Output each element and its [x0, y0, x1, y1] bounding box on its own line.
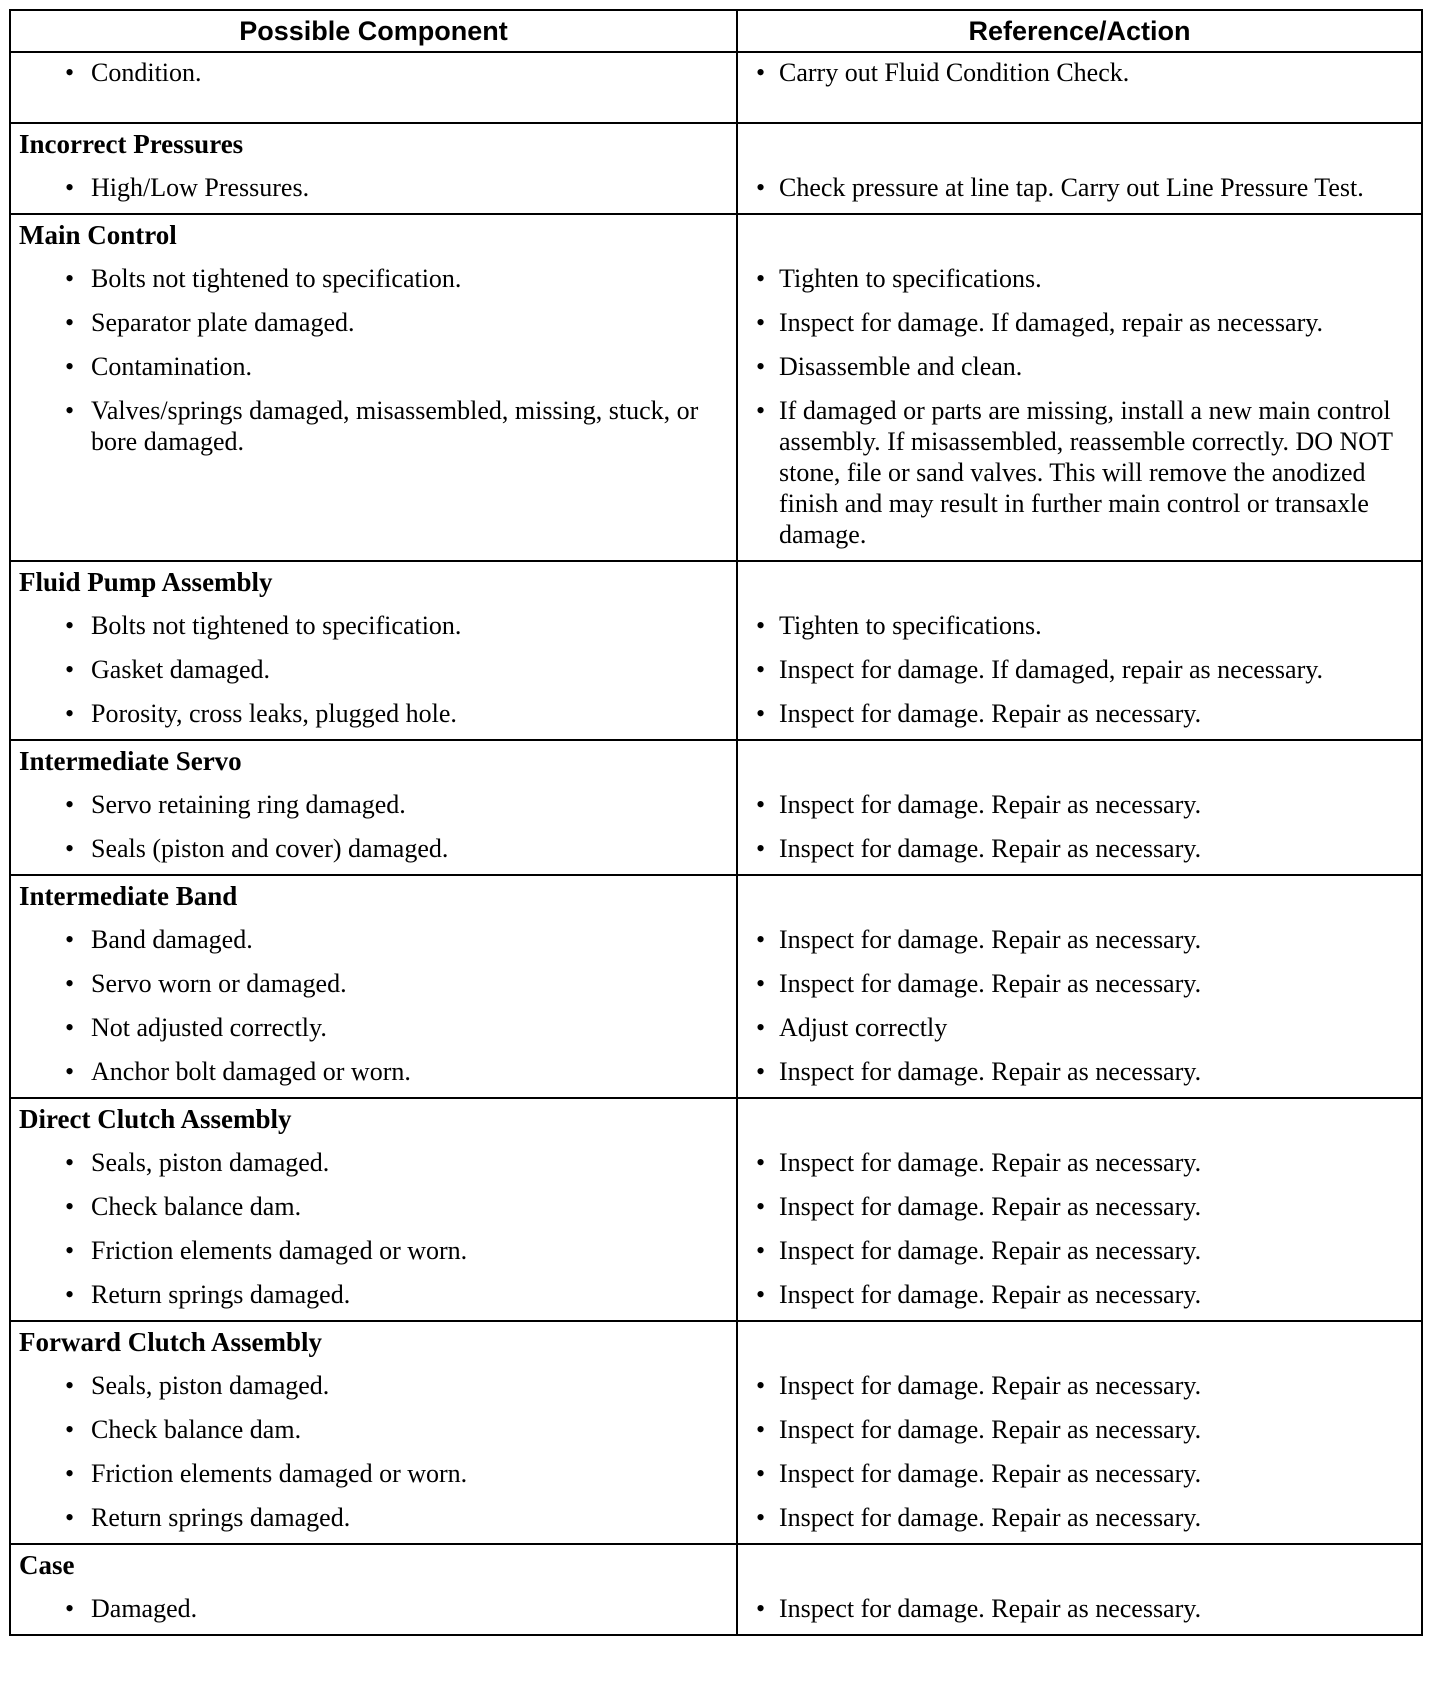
bullet-icon: •: [756, 834, 766, 863]
bullet-icon: •: [756, 1013, 766, 1042]
action-list-item: [746, 924, 1413, 955]
action-cell-content: [738, 562, 1421, 739]
component-text: Porosity, cross leaks, plugged hole.: [91, 699, 457, 728]
action-text: Inspect for damage. Repair as necessary.: [779, 969, 1202, 998]
bullet-icon: •: [65, 1057, 75, 1086]
action-text: Inspect for damage. Repair as necessary.: [779, 925, 1202, 954]
component-cell: [10, 1098, 737, 1321]
component-list-item: [19, 968, 728, 999]
action-cell-content: [738, 876, 1421, 1097]
bullet-icon: •: [65, 1236, 75, 1265]
component-list-item: [19, 1593, 728, 1624]
action-text: Inspect for damage. Repair as necessary.: [779, 699, 1202, 728]
component-cell: [10, 52, 737, 123]
bullet-icon: •: [756, 1057, 766, 1086]
action-text: Inspect for damage. If damaged, repair as necessary.: [779, 308, 1324, 337]
action-list-item: [746, 351, 1413, 382]
action-cell: [737, 561, 1422, 740]
column-header-reference-action: Reference/Action: [737, 10, 1422, 52]
action-list-item: [746, 172, 1413, 203]
action-text: If damaged or parts are missing, install a new main control assembly. If misassembled, reassemble correctly. DO NOT stone, file or sand valves. This will remove the anodized finish and may result in further main control or transaxle damage.: [779, 396, 1393, 549]
bullet-icon: •: [65, 1459, 75, 1488]
action-cell: [737, 123, 1422, 214]
bullet-icon: •: [756, 611, 766, 640]
action-cell: [737, 1321, 1422, 1544]
component-list-item: [19, 1056, 728, 1087]
component-list-item: [19, 1235, 728, 1266]
action-list-item: [746, 833, 1413, 864]
bullet-icon: •: [65, 1192, 75, 1221]
bullet-icon: •: [65, 173, 75, 202]
action-text: Inspect for damage. Repair as necessary.: [779, 1280, 1202, 1309]
action-cell-content: [738, 124, 1421, 213]
component-group-heading: Intermediate Servo: [19, 746, 242, 776]
action-list-item: [746, 1593, 1413, 1624]
bullet-icon: •: [65, 1148, 75, 1177]
action-text: Inspect for damage. Repair as necessary.: [779, 1503, 1202, 1532]
action-text: Tighten to specifications.: [779, 611, 1042, 640]
column-header-possible-component: Possible Component: [10, 10, 737, 52]
table-row: [10, 123, 1422, 214]
bullet-icon: •: [756, 925, 766, 954]
action-cell: [737, 740, 1422, 875]
component-cell-content: [11, 1099, 736, 1320]
action-heading-spacer: [746, 880, 1413, 912]
component-cell-content: [11, 876, 736, 1097]
action-text: Inspect for damage. Repair as necessary.: [779, 1459, 1202, 1488]
action-cell-content: [738, 215, 1421, 560]
component-cell-content: [11, 215, 736, 467]
bullet-icon: •: [65, 699, 75, 728]
bullet-icon: •: [756, 264, 766, 293]
action-text: Inspect for damage. Repair as necessary.: [779, 790, 1202, 819]
component-text: Gasket damaged.: [91, 655, 271, 684]
action-list-item: [746, 395, 1413, 550]
action-cell-content: [738, 741, 1421, 874]
component-cell-content: [11, 1322, 736, 1543]
component-group-heading: Incorrect Pressures: [19, 129, 244, 159]
bullet-icon: •: [756, 308, 766, 337]
component-list-item: [19, 610, 728, 641]
component-text: Seals (piston and cover) damaged.: [91, 834, 449, 863]
action-cell-content: [738, 53, 1421, 122]
component-text: Bolts not tightened to specification.: [91, 264, 462, 293]
action-list-item: [746, 1191, 1413, 1222]
table-row: [10, 52, 1422, 123]
bullet-icon: •: [65, 1280, 75, 1309]
bullet-icon: •: [65, 1415, 75, 1444]
action-text: Inspect for damage. Repair as necessary.: [779, 834, 1202, 863]
action-text: Adjust correctly: [779, 1013, 948, 1042]
action-cell: [737, 214, 1422, 561]
bullet-icon: •: [756, 1415, 766, 1444]
bullet-icon: •: [756, 655, 766, 684]
action-list-item: [746, 789, 1413, 820]
action-cell: [737, 875, 1422, 1098]
bullet-icon: •: [756, 1459, 766, 1488]
bullet-icon: •: [756, 396, 766, 425]
component-list-item: [19, 1012, 728, 1043]
bullet-icon: •: [65, 1503, 75, 1532]
action-list-item: [746, 307, 1413, 338]
component-cell-content: [11, 124, 736, 213]
component-text: Seals, piston damaged.: [91, 1148, 330, 1177]
action-text: Inspect for damage. Repair as necessary.: [779, 1371, 1202, 1400]
component-text: Valves/springs damaged, misassembled, missing, stuck, or bore damaged.: [91, 396, 699, 456]
component-cell: [10, 214, 737, 561]
component-list-item: [19, 1147, 728, 1178]
bullet-icon: •: [65, 655, 75, 684]
table-body: [10, 52, 1422, 1635]
table-row: [10, 1321, 1422, 1544]
component-group-heading: Main Control: [19, 220, 177, 250]
action-heading-spacer: [746, 219, 1413, 251]
component-list-item: [19, 263, 728, 294]
component-group-heading: Direct Clutch Assembly: [19, 1104, 292, 1134]
action-text: Inspect for damage. Repair as necessary.: [779, 1236, 1202, 1265]
component-group-heading: Forward Clutch Assembly: [19, 1327, 322, 1357]
bullet-icon: •: [756, 173, 766, 202]
action-heading-spacer: [746, 128, 1413, 160]
table-header: [10, 10, 1422, 52]
action-list-item: [746, 1279, 1413, 1310]
component-text: High/Low Pressures.: [91, 173, 310, 202]
action-cell: [737, 1098, 1422, 1321]
bullet-icon: •: [756, 790, 766, 819]
bullet-icon: •: [756, 699, 766, 728]
action-text: Inspect for damage. Repair as necessary.: [779, 1594, 1202, 1623]
bullet-icon: •: [756, 1192, 766, 1221]
action-list-item: [746, 1458, 1413, 1489]
component-list-item: [19, 1502, 728, 1533]
component-list-item: [19, 1458, 728, 1489]
component-text: Return springs damaged.: [91, 1280, 351, 1309]
component-list-item: [19, 789, 728, 820]
component-text: Anchor bolt damaged or worn.: [91, 1057, 411, 1086]
component-cell-content: [11, 53, 736, 122]
bullet-icon: •: [756, 58, 766, 87]
component-cell-content: [11, 562, 736, 739]
action-text: Check pressure at line tap. Carry out Line Pressure Test.: [779, 173, 1364, 202]
component-list-item: [19, 654, 728, 685]
table-row: [10, 1544, 1422, 1635]
component-text: Damaged.: [91, 1594, 198, 1623]
component-cell-content: [11, 1545, 736, 1634]
bullet-icon: •: [756, 1594, 766, 1623]
action-cell: [737, 1544, 1422, 1635]
bullet-icon: •: [65, 308, 75, 337]
component-cell: [10, 1544, 737, 1635]
component-list-item: [19, 1279, 728, 1310]
component-text: Servo worn or damaged.: [91, 969, 347, 998]
bullet-icon: •: [65, 834, 75, 863]
action-list-item: [746, 968, 1413, 999]
component-text: Contamination.: [91, 352, 253, 381]
component-text: Bolts not tightened to specification.: [91, 611, 462, 640]
action-list-item: [746, 57, 1413, 88]
component-list-item: [19, 307, 728, 338]
bullet-icon: •: [65, 352, 75, 381]
table-row: [10, 1098, 1422, 1321]
component-list-item: [19, 1370, 728, 1401]
action-cell-content: [738, 1545, 1421, 1634]
component-cell: [10, 123, 737, 214]
bullet-icon: •: [65, 264, 75, 293]
action-heading-spacer: [746, 1326, 1413, 1358]
component-list-item: [19, 924, 728, 955]
component-cell: [10, 740, 737, 875]
component-text: Separator plate damaged.: [91, 308, 355, 337]
component-cell-content: [11, 741, 736, 874]
component-list-item: [19, 172, 728, 203]
component-list-item: [19, 395, 728, 457]
action-cell-content: [738, 1099, 1421, 1320]
bullet-icon: •: [65, 58, 75, 87]
component-cell: [10, 1321, 737, 1544]
component-text: Check balance dam.: [91, 1415, 302, 1444]
action-heading-spacer: [746, 1549, 1413, 1581]
table-row: [10, 214, 1422, 561]
action-heading-spacer: [746, 566, 1413, 598]
action-cell: [737, 52, 1422, 123]
action-list-item: [746, 610, 1413, 641]
bullet-icon: •: [756, 352, 766, 381]
component-group-heading: Fluid Pump Assembly: [19, 567, 273, 597]
bullet-icon: •: [756, 1371, 766, 1400]
action-list-item: [746, 263, 1413, 294]
action-text: Tighten to specifications.: [779, 264, 1042, 293]
action-text: Inspect for damage. If damaged, repair as necessary.: [779, 655, 1324, 684]
bullet-icon: •: [65, 396, 75, 425]
component-text: Return springs damaged.: [91, 1503, 351, 1532]
header-row: [10, 10, 1422, 52]
component-group-heading: Intermediate Band: [19, 881, 238, 911]
bullet-icon: •: [65, 1594, 75, 1623]
table-row: [10, 740, 1422, 875]
bullet-icon: •: [65, 925, 75, 954]
action-list-item: [746, 654, 1413, 685]
component-text: Friction elements damaged or worn.: [91, 1236, 468, 1265]
bullet-icon: •: [65, 1371, 75, 1400]
component-text: Not adjusted correctly.: [91, 1013, 327, 1042]
bullet-icon: •: [756, 969, 766, 998]
component-text: Friction elements damaged or worn.: [91, 1459, 468, 1488]
component-text: Servo retaining ring damaged.: [91, 790, 406, 819]
action-list-item: [746, 1414, 1413, 1445]
component-text: Seals, piston damaged.: [91, 1371, 330, 1400]
bullet-icon: •: [65, 969, 75, 998]
bullet-icon: •: [756, 1236, 766, 1265]
action-text: Carry out Fluid Condition Check.: [779, 58, 1130, 87]
component-text: Check balance dam.: [91, 1192, 302, 1221]
action-list-item: [746, 698, 1413, 729]
component-list-item: [19, 698, 728, 729]
action-list-item: [746, 1056, 1413, 1087]
action-list-item: [746, 1147, 1413, 1178]
diagnosis-table: [9, 9, 1423, 1636]
component-list-item: [19, 1191, 728, 1222]
component-text: Condition.: [91, 58, 202, 87]
action-list-item: [746, 1370, 1413, 1401]
action-text: Disassemble and clean.: [779, 352, 1023, 381]
action-list-item: [746, 1502, 1413, 1533]
bullet-icon: •: [756, 1148, 766, 1177]
bullet-icon: •: [65, 611, 75, 640]
action-text: Inspect for damage. Repair as necessary.: [779, 1415, 1202, 1444]
component-cell: [10, 561, 737, 740]
action-text: Inspect for damage. Repair as necessary.: [779, 1148, 1202, 1177]
component-list-item: [19, 833, 728, 864]
table-row: [10, 875, 1422, 1098]
component-list-item: [19, 1414, 728, 1445]
action-heading-spacer: [746, 745, 1413, 777]
bullet-icon: •: [756, 1280, 766, 1309]
action-text: Inspect for damage. Repair as necessary.: [779, 1192, 1202, 1221]
component-list-item: [19, 57, 728, 88]
action-heading-spacer: [746, 1103, 1413, 1135]
action-list-item: [746, 1012, 1413, 1043]
bullet-icon: •: [65, 790, 75, 819]
component-text: Band damaged.: [91, 925, 253, 954]
component-cell: [10, 875, 737, 1098]
action-text: Inspect for damage. Repair as necessary.: [779, 1057, 1202, 1086]
action-cell-content: [738, 1322, 1421, 1543]
bullet-icon: •: [65, 1013, 75, 1042]
bullet-icon: •: [756, 1503, 766, 1532]
component-group-heading: Case: [19, 1550, 75, 1580]
table-row: [10, 561, 1422, 740]
action-list-item: [746, 1235, 1413, 1266]
component-list-item: [19, 351, 728, 382]
